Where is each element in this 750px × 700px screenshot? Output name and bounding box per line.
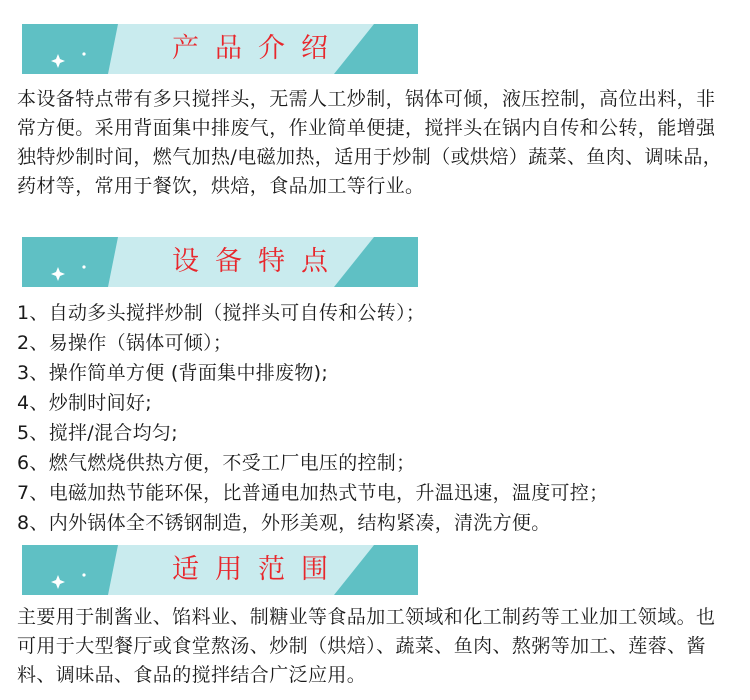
list-item: 2、易操作（锅体可倾）； (17, 332, 233, 354)
section-banner-product-intro (22, 24, 418, 74)
section-banner-equipment-features (22, 237, 418, 287)
product-intro-text: 本设备特点带有多只搅拌头，无需人工炒制，锅体可倾，液压控制，高位出料，非常方便。采用背面集中排废气，作业简单便捷，搅拌头在锅内自传和公转，能增强独特炒制时间，燃气加热/电磁加热，适用于炒制（或烘焙）蔬菜、鱼肉、调味品，药材等，常用于餐饮，烘焙，食品加工等行业。 (17, 88, 723, 197)
list-item: 6、燃气燃烧供热方便，不受工厂电压的控制； (17, 452, 416, 474)
section-title: 产品介绍 (172, 33, 344, 64)
list-item: 1、自动多头搅拌炒制（搅拌头可自传和公转）； (17, 302, 426, 324)
section-title: 适用范围 (172, 554, 344, 585)
list-item: 4、炒制时间好; (17, 392, 152, 414)
list-item: 3、操作简单方便 (背面集中排废物); (17, 362, 329, 384)
section-title: 设备特点 (172, 246, 344, 277)
list-item: 7、电磁加热节能环保，比普通电加热式节电，升温迅速，温度可控； (17, 482, 609, 504)
list-item: 8、内外锅体全不锈钢制造，外形美观，结构紧凑，清洗方便。 (17, 512, 551, 534)
scope-of-application-text: 主要用于制酱业、馅料业、制糖业等食品加工领域和化工制药等工业加工领域。也可用于大型餐厅或食堂熬汤、炒制（烘焙）、蔬菜、鱼肉、熬粥等加工、莲蓉、酱料、调味品、食品的搅拌结合广泛应用。 (17, 606, 716, 686)
list-item: 5、搅拌/混合均匀; (17, 422, 178, 444)
section-banner-scope-of-application (22, 545, 418, 595)
feature-list (17, 298, 733, 538)
